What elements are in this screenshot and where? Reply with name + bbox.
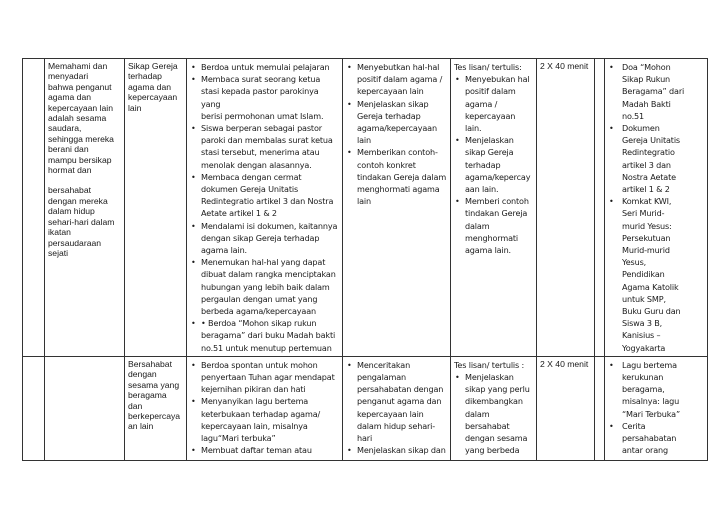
spacer-cell (595, 59, 605, 357)
list-item: • Cerita persahabatan antar orang (608, 420, 704, 457)
list-item: • Berdoa untuk memulai pelajaran (190, 61, 339, 73)
list-item: • Komkat KWI, Seri Murid- murid Yesus: Persekutuan Murid-murid Yesus, Pendidikan Agama Katolik untuk SMP, Buku Guru dan Siswa 3 B, Kanisius – Yogyakarta (608, 195, 704, 354)
list-item: • Membuat daftar teman atau (190, 444, 339, 456)
list-item: • Dokumen Gereja Unitatis Redintegratio artikel 3 dan Nostra Aetate artikel 1 & 2 (608, 122, 704, 195)
sumber-cell (605, 356, 708, 460)
materi-cell: Sikap Gereja terhadap agama dan kepercayaan lain (125, 59, 187, 357)
sumber-cell (605, 59, 708, 357)
list-item: • Menyebukan hal positif dalam agama / kepercayaan lain. (454, 73, 533, 134)
list-item: • Menjelaskan sikap Gereja terhadap agama/kepercayaan lain (346, 98, 447, 147)
list-item: • Menjelaskan sikap yang perlu dikembangkan dalam bersahabat dengan sesama yang berbeda (454, 371, 533, 456)
list-item: • Mendalami isi dokumen, kaitannya dengan sikap Gereja terhadap agama lain. (190, 220, 339, 257)
kd-text: Memahami dan menyadari bahwa penganut agama dan kepercayaan lain adalah sesama saudara, sehingga mereka berani dan mampu bersikap hormat dan bersahabat dengan mereka dalam hidup sehari-hari dalam ikatan persaudaraan sejati (48, 61, 115, 258)
list-item: • Menyebutkan hal-hal positif dalam agama / kepercayaan lain (346, 61, 447, 98)
list-item: • Berdoa spontan untuk mohon penyertaan Tuhan agar mendapat kejernihan pikiran dan hati (190, 359, 339, 396)
kegiatan-cell (187, 356, 343, 460)
list-item: • Menemukan hal-hal yang dapat dibuat dalam rangka menciptakan hubungan yang lebih baik dalam pergaulan dengan umat yang berbeda agama/kepercayaan (190, 256, 339, 317)
list-item: • Memberikan contoh- contoh konkret tindakan Gereja dalam menghormati agama lain (346, 146, 447, 207)
indikator-cell (343, 356, 451, 460)
penilaian-title: Tes lisan/ tertulis : (454, 359, 525, 370)
list-item: • Doa “Mohon Sikap Rukun Beragama” dari Madah Bakti no.51 (608, 61, 704, 122)
indikator-cell (343, 59, 451, 357)
list-item: • Siswa berperan sebagai pastor paroki dan membalas surat ketua stasi tersebut, menerima atau menolak dengan alasannya. (190, 122, 339, 171)
kompetensi-dasar-cell (45, 356, 125, 460)
list-item: • Menjelaskan sikap dan (346, 444, 447, 456)
list-item: • Memberi contoh tindakan Gereja dalam menghormati agama lain. (454, 195, 533, 256)
table-row (23, 59, 708, 357)
penilaian-cell (451, 59, 537, 357)
list-item: • Membaca surat seorang ketua stasi kepada pastor parokinya yang berisi permohonan umat Islam. (190, 73, 339, 122)
penilaian-cell (451, 356, 537, 460)
kompetensi-dasar-cell (45, 59, 125, 357)
waktu-cell: 2 X 40 menit (537, 356, 595, 460)
list-item: • Menyanyikan lagu bertema keterbukaan terhadap agama/ kepercayaan lain, misalnya lagu“Mari terbuka” (190, 395, 339, 444)
table-row (23, 356, 708, 460)
waktu-cell: 2 X 40 menit (537, 59, 595, 357)
list-item: • Lagu bertema kerukunan beragama, misalnya: lagu “Mari Terbuka” (608, 359, 704, 420)
syllabus-table (22, 58, 708, 461)
spacer-cell (595, 356, 605, 460)
list-item: • • Berdoa “Mohon sikap rukun beragama” dari buku Madah bakti no.51 untuk menutup pertemuan (190, 317, 339, 354)
list-item: • Menceritakan pengalaman persahabatan dengan penganut agama dan kepercayaan lain dalam hidup sehari- hari (346, 359, 447, 444)
number-cell (23, 356, 45, 460)
materi-cell: Bersahabat dengan sesama yang beragama dan berkepercaya an lain (125, 356, 187, 460)
kegiatan-cell (187, 59, 343, 357)
list-item: • Membaca dengan cermat dokumen Gereja Unitatis Redintegratio artikel 3 dan Nostra Aetate artikel 1 & 2 (190, 171, 339, 220)
list-item: • Menjelaskan sikap Gereja terhadap agama/kepercay aan lain. (454, 134, 533, 195)
penilaian-title: Tes lisan/ tertulis: (454, 62, 522, 72)
number-cell (23, 59, 45, 357)
